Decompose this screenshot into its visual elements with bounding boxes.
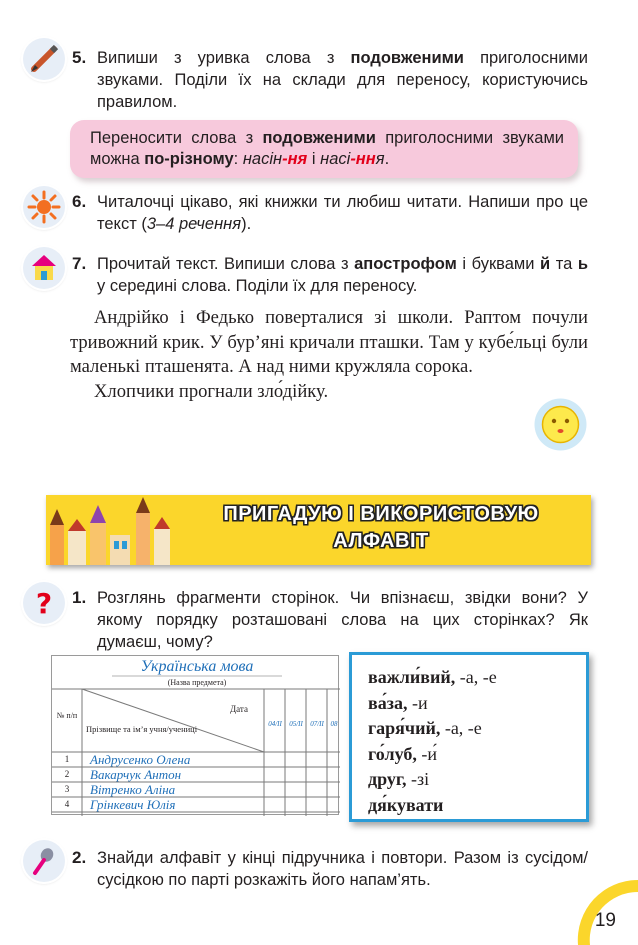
dictionary-entry: го́луб, -и́ [368,743,437,764]
story-paragraph-2: Хлопчики прогнали зло́дійку. [94,380,329,402]
task-2-number: 2. [72,848,87,867]
journal-row-1-number: 1 [64,754,70,764]
dictionary-entry: важли́вий, -а, -е [368,667,497,687]
task-1-text: Розглянь фрагменти сторінок. Чи впізнаєш, звідки вони? У якому порядку розташовані слова на цих сторінках? Як думаєш, чому? [97,589,588,651]
smiley-icon [533,397,588,452]
microphone-icon [23,840,65,882]
journal-date-2: 05/II [289,720,303,728]
journal-row-2-name: Вакарчук Антон [90,767,182,782]
page-number: 19 [594,910,616,931]
task-2-text: Знайди алфавіт у кінці підручника і повтори. Разом із сусідом/сусідкою по парті розкажіть його напам’ять. [97,849,588,889]
journal-no-label: № п/п [56,711,78,720]
task-6-text: Читалочці цікаво, які книжки ти любиш читати. Напиши про це текст (3–4 речення). [97,193,588,233]
rule-box: Переносити слова з подовженими приголосними звуками можна по-різному: насін-ня і насі-ння. [70,120,578,178]
journal-subject-caption: (Назва предмета) [167,678,227,687]
journal-date-label: Дата [230,704,248,714]
journal-subject: Українська мова [140,658,254,675]
story-paragraph-1: Андрійко і Федько поверталися зі школи. Раптом почули тривожний крик. У бур’яні кричали пташки. Там у кубе́льці були маленькі пташенята. А над ними кружляла сорока. [70,307,588,377]
dictionary-entry: друг, -зі [368,769,430,790]
journal-date-4: 08 [330,720,338,728]
task-1-number: 1. [72,588,87,607]
pencil-icon [23,38,65,80]
dictionary-entry: ва́за, -и [368,692,428,713]
task-5-text: Випиши з уривка слова з подовженими приголосними звуками. Поділи їх на склади для переносу, користуючись правилом. [97,49,588,111]
task-7-text: Прочитай текст. Випиши слова з апострофом і буквами й та ь у середині слова. Поділи їх для переносу. [97,255,588,295]
journal-row-3-number: 3 [64,784,70,794]
dictionary-entry: гаря́чий, -а, -е [368,718,482,739]
dictionary-fragment [349,652,589,822]
city-skyline-icon [46,495,176,565]
star-icon [23,186,65,228]
banner-title: ПРИГАДУЮ І ВИКОРИСТОВУЮ АЛФАВІТ [223,503,539,552]
journal-row-4-number: 4 [64,799,70,809]
task-5-number: 5. [72,48,87,67]
svg-text:?: ? [35,587,53,620]
task-7-number: 7. [72,254,87,273]
dictionary-entry: дя́кувати [368,794,444,815]
task-6-number: 6. [72,192,87,211]
journal-date-1: 04/II [268,720,282,728]
journal-row-1-name: Андрусенко Олена [90,752,191,767]
journal-row-3-name: Вітренко Аліна [90,782,176,797]
house-icon [23,247,65,289]
class-journal-fragment [51,655,339,815]
journal-row-4-name: Грінкевич Юлія [90,797,176,812]
journal-row-2-number: 2 [64,769,70,779]
journal-name-label: Прізвище та ім’я учня/учениці [86,724,198,734]
journal-date-3: 07/II [310,720,324,728]
question-mark-icon [23,582,65,624]
story-text [70,306,588,404]
section-banner [46,495,591,565]
